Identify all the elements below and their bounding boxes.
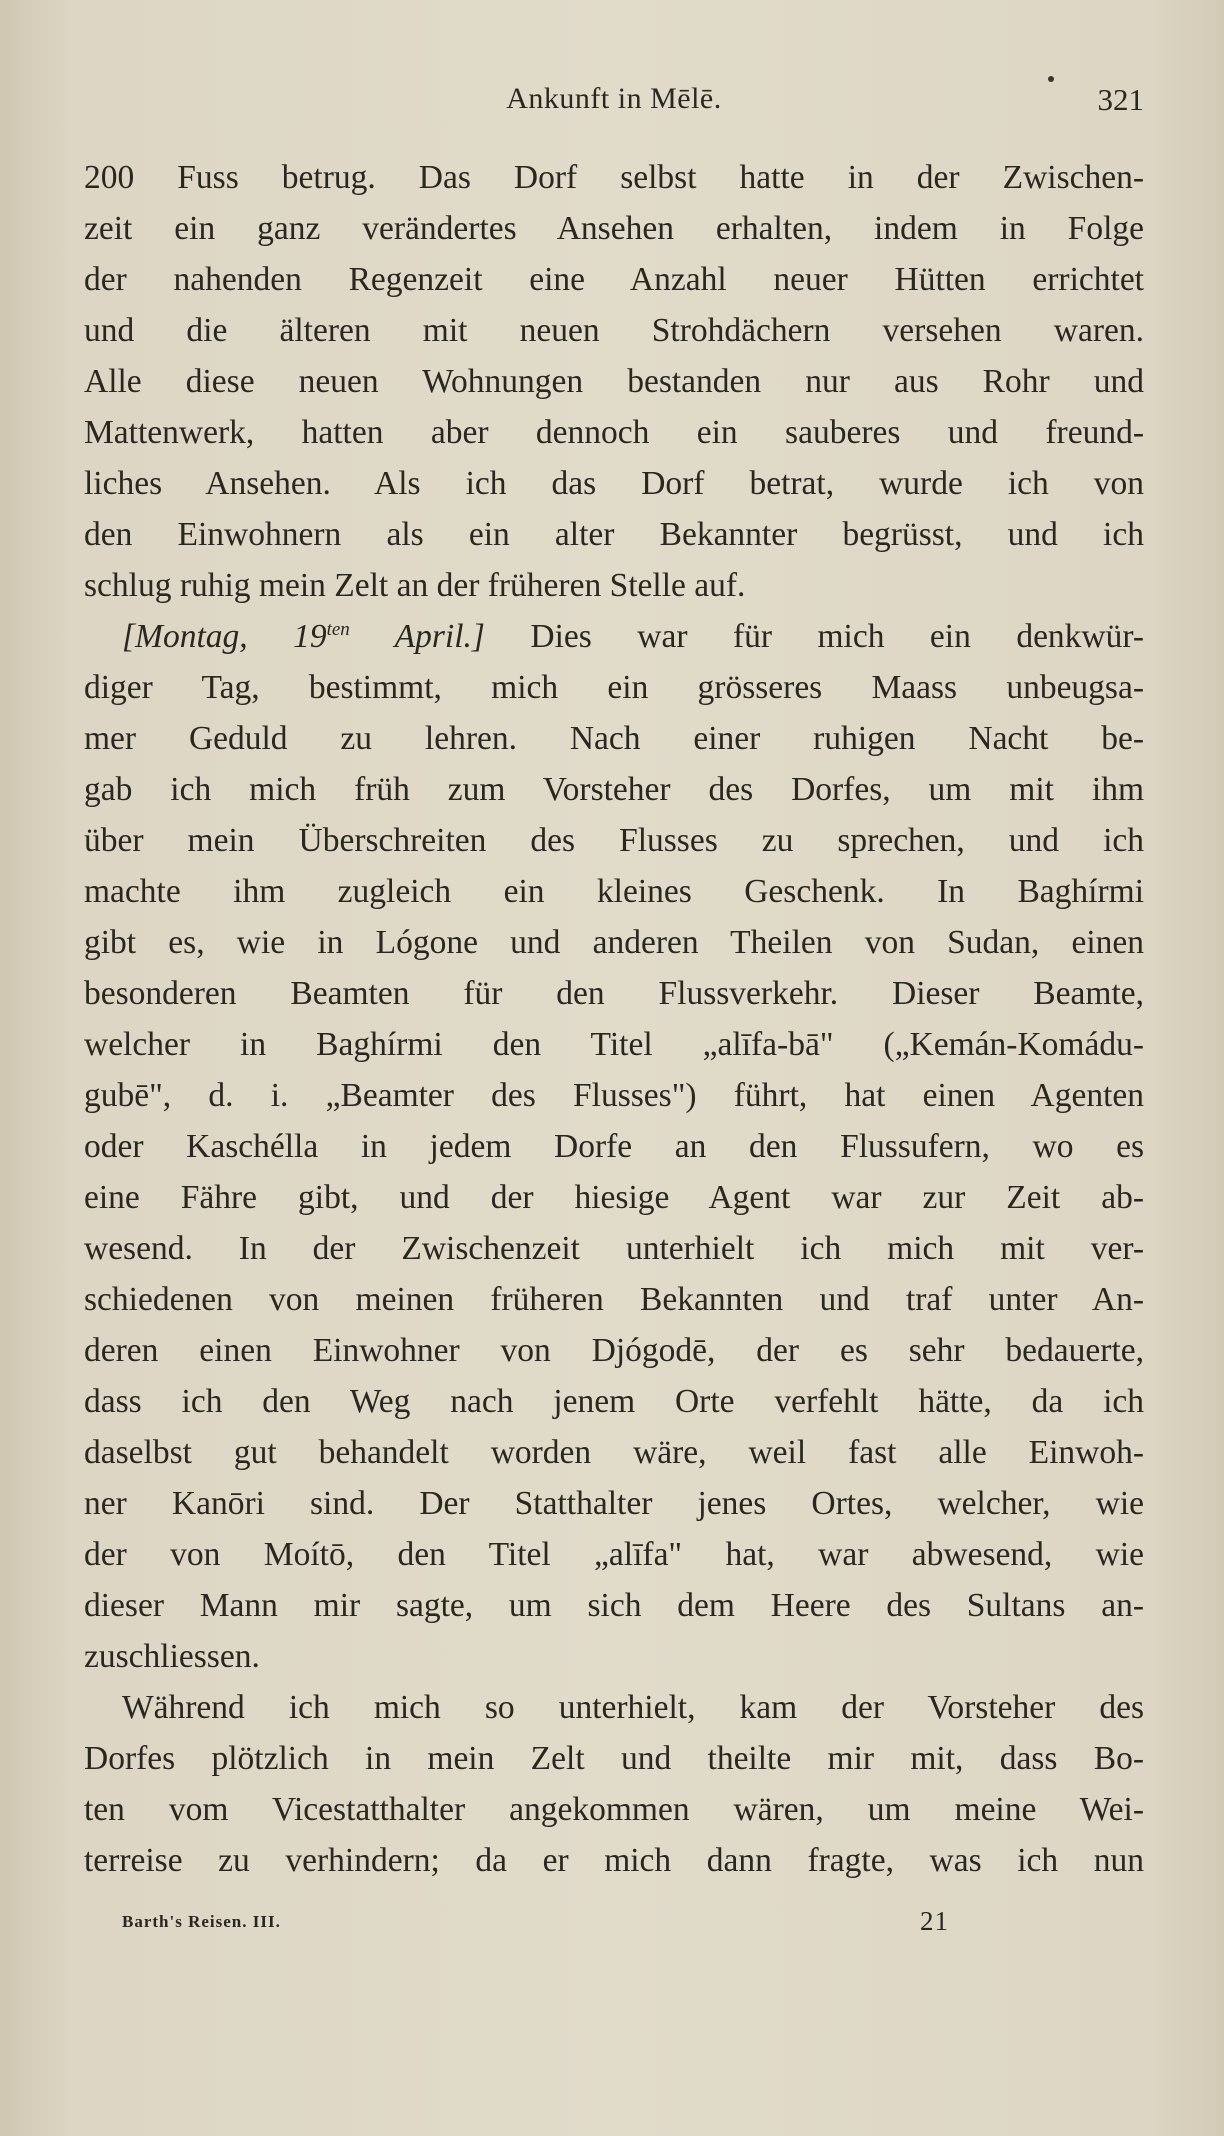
text-line: dass ich den Weg nach jenem Orte verfehlt hätte, da ich bbox=[84, 1383, 1144, 1420]
text-line: terreise zu verhindern; da er mich dann fragte, was ich nun bbox=[84, 1842, 1144, 1879]
ink-dot bbox=[1048, 76, 1054, 82]
text-line: den Einwohnern als ein alter Bekannter begrüsst, und ich bbox=[84, 516, 1144, 553]
text-line: und die älteren mit neuen Strohdächern versehen waren. bbox=[84, 312, 1144, 349]
text-line: über mein Überschreiten des Flusses zu sprechen, und ich bbox=[84, 822, 1144, 859]
text-line: Dorfes plötzlich in mein Zelt und theilte mir mit, dass Bo- bbox=[84, 1740, 1144, 1777]
text-line: schiedenen von meinen früheren Bekannten und traf unter An- bbox=[84, 1281, 1144, 1318]
text-line: Während ich mich so unterhielt, kam der Vorsteher des bbox=[122, 1689, 1144, 1726]
text-line: der nahenden Regenzeit eine Anzahl neuer Hütten errichtet bbox=[84, 261, 1144, 298]
text-line: Alle diese neuen Wohnungen bestanden nur aus Rohr und bbox=[84, 363, 1144, 400]
text-line: mer Geduld zu lehren. Nach einer ruhigen Nacht be- bbox=[84, 720, 1144, 757]
signature-mark: 21 bbox=[920, 1906, 949, 1936]
text-line: deren einen Einwohner von Djógodē, der es sehr bedauerte, bbox=[84, 1332, 1144, 1369]
text-line: zuschliessen. bbox=[84, 1638, 260, 1675]
body-text bbox=[84, 152, 1144, 1886]
text-line: wesend. In der Zwischenzeit unterhielt ich mich mit ver- bbox=[84, 1230, 1144, 1267]
page-footer bbox=[122, 1906, 949, 1940]
text-line: der von Moítō, den Titel „alīfa" hat, war abwesend, wie bbox=[84, 1536, 1144, 1573]
date-line bbox=[84, 611, 1144, 662]
text-line: ten vom Vicestatthalter angekommen wären, um meine Wei- bbox=[84, 1791, 1144, 1828]
text-line: liches Ansehen. Als ich das Dorf betrat, wurde ich von bbox=[84, 465, 1144, 502]
text-line: 200 Fuss betrug. Das Dorf selbst hatte in der Zwischen- bbox=[84, 159, 1144, 196]
text-line: oder Kaschélla in jedem Dorfe an den Flussufern, wo es bbox=[84, 1128, 1144, 1165]
signature-note: Barth's Reisen. III. bbox=[122, 1912, 281, 1931]
text-line: diger Tag, bestimmt, mich ein grösseres Maass unbeugsa- bbox=[84, 669, 1144, 706]
text-line: Mattenwerk, hatten aber dennoch ein sauberes und freund- bbox=[84, 414, 1144, 451]
text-line: gab ich mich früh zum Vorsteher des Dorfes, um mit ihm bbox=[84, 771, 1144, 808]
date-month: April.] bbox=[349, 618, 485, 655]
page-number: 321 bbox=[1097, 82, 1144, 117]
date-day: [Montag, 19 bbox=[122, 618, 327, 655]
text-line: dieser Mann mir sagte, um sich dem Heere des Sultans an- bbox=[84, 1587, 1144, 1624]
text-line: zeit ein ganz verändertes Ansehen erhalten, indem in Folge bbox=[84, 210, 1144, 247]
text-line: ner Kanōri sind. Der Statthalter jenes Ortes, welcher, wie bbox=[84, 1485, 1144, 1522]
text-line: schlug ruhig mein Zelt an der früheren Stelle auf. bbox=[84, 567, 746, 604]
date-superscript: ten bbox=[326, 619, 350, 640]
page-header bbox=[84, 82, 1144, 122]
text-line: eine Fähre gibt, und der hiesige Agent war zur Zeit ab- bbox=[84, 1179, 1144, 1216]
text-line: welcher in Baghírmi den Titel „alīfa-bā" („Kemán-Komádu- bbox=[84, 1026, 1144, 1063]
text-line: gubē", d. i. „Beamter des Flusses") führt, hat einen Agenten bbox=[84, 1077, 1144, 1114]
date-line-rest: Dies war für mich ein denkwür- bbox=[484, 618, 1145, 655]
running-title: Ankunft in Mēlē. bbox=[506, 82, 722, 115]
text-line: besonderen Beamten für den Flussverkehr. Dieser Beamte, bbox=[84, 975, 1144, 1012]
text-line: machte ihm zugleich ein kleines Geschenk. In Baghírmi bbox=[84, 873, 1144, 910]
text-line: gibt es, wie in Lógone und anderen Theilen von Sudan, einen bbox=[84, 924, 1144, 961]
text-line: daselbst gut behandelt worden wäre, weil fast alle Einwoh- bbox=[84, 1434, 1144, 1471]
